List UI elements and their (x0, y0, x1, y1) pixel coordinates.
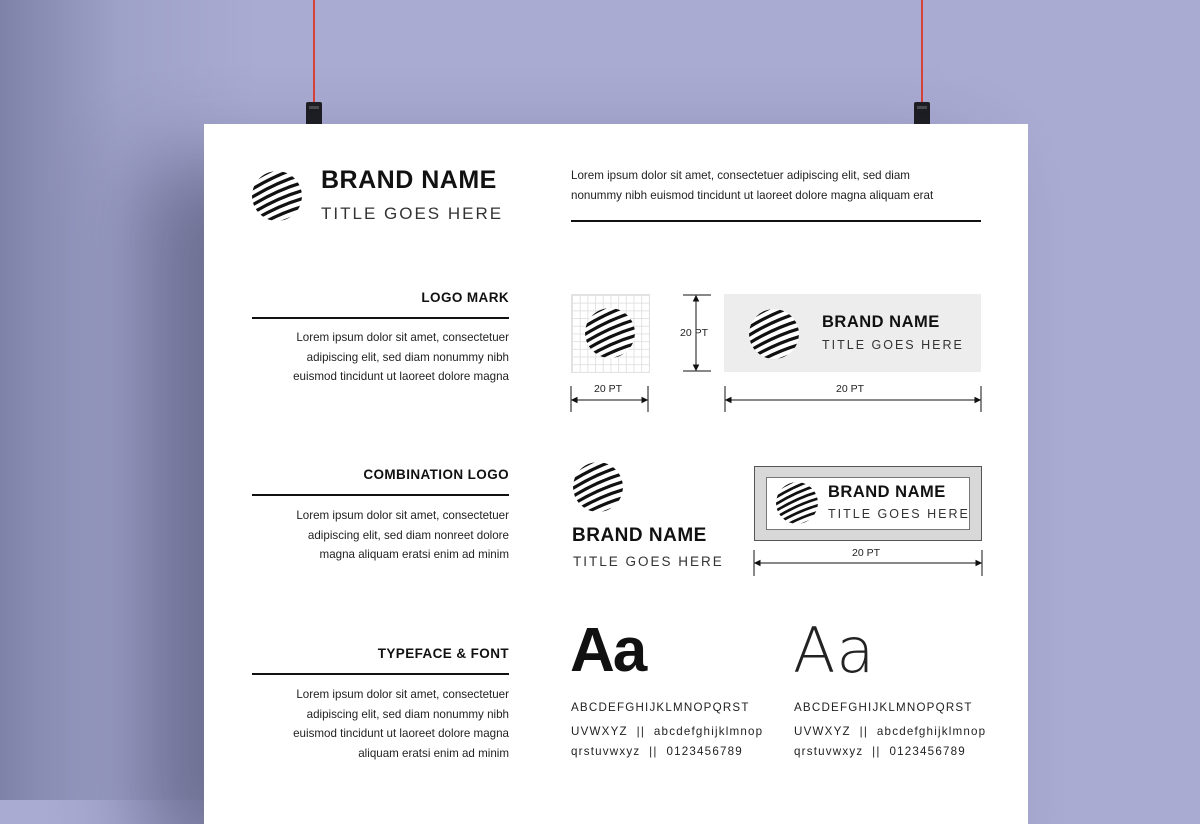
logo-mark-body-line: Lorem ipsum dolor sit amet, consectetuer (296, 331, 509, 344)
stacked-tagline: TITLE GOES HERE (573, 554, 724, 569)
stacked-brand-name: BRAND NAME (572, 525, 707, 546)
typeface-body-line: aliquam eratsi enim ad minim (358, 746, 509, 760)
header-intro-line-2: nonummy nibh euismod tincidunt ut laoreet dolore magna aliquam erat (571, 189, 934, 202)
hanging-string-right (921, 0, 923, 106)
header-brand-name: BRAND NAME (321, 166, 497, 194)
combination-logo-divider (252, 494, 509, 496)
sphere-logo-icon (776, 482, 818, 524)
bold-typeface-sample: Aa (570, 616, 646, 685)
boxed-tagline: TITLE GOES HERE (828, 507, 970, 521)
bold-alphabet-lower: UVWXYZ || abcdefghijklmnop (571, 725, 764, 738)
boxed-brand-name: BRAND NAME (828, 483, 946, 501)
logo-mark-divider (252, 317, 509, 319)
dim-label-width-small: 20 PT (594, 383, 623, 395)
dim-label-combination: 20 PT (852, 547, 881, 559)
typeface-body (252, 685, 509, 763)
light-typeface-sample (793, 616, 875, 686)
bold-alphabet-upper: ABCDEFGHIJKLMNOPQRST (571, 701, 750, 714)
combination-logo-heading: COMBINATION LOGO (363, 467, 509, 482)
typeface-body-line: euismod tincidunt ut laoreet dolore magna (293, 727, 509, 741)
logo-mark-body-line: adipiscing elit, sed diam nonummy nibh (306, 350, 509, 364)
typeface-body-line: adipiscing elit, sed diam nonummy nibh (306, 707, 509, 721)
hanging-string-left (313, 0, 315, 106)
combination-logo-body (252, 506, 509, 565)
typeface-divider (252, 673, 509, 675)
logo-mark-tagline: TITLE GOES HERE (822, 338, 964, 352)
bold-alphabet-digits: qrstuvwxyz || 0123456789 (571, 745, 743, 758)
dim-label-height: 20 PT (680, 327, 709, 339)
logo-mark-heading: LOGO MARK (421, 290, 509, 305)
combination-logo-body-line: adipiscing elit, sed diam nonreet dolore (307, 528, 509, 542)
dim-label-width-large: 20 PT (836, 383, 865, 395)
sphere-logo-icon (749, 309, 799, 359)
typeface-heading: TYPEFACE & FONT (377, 646, 509, 661)
header-divider (571, 220, 981, 222)
combination-logo-body-line: Lorem ipsum dolor sit amet, consectetuer (296, 509, 509, 522)
brand-guideline-sheet (204, 124, 1028, 824)
header-intro-line-1: Lorem ipsum dolor sit amet, consectetuer adipiscing elit, sed diam (571, 169, 910, 182)
light-alphabet-lower: UVWXYZ || abcdefghijklmnop (794, 725, 987, 738)
light-alphabet-digits: qrstuvwxyz || 0123456789 (794, 745, 966, 758)
logo-mark-body-line: euismod tincidunt ut laoreet dolore magna (293, 370, 509, 384)
logo-mark-brand-name: BRAND NAME (822, 313, 940, 331)
sphere-logo-icon (573, 462, 623, 512)
light-alphabet-upper: ABCDEFGHIJKLMNOPQRST (794, 701, 973, 714)
typeface-body-line: Lorem ipsum dolor sit amet, consectetuer (296, 688, 509, 701)
light-typeface-sample-text: Aa (793, 614, 876, 687)
header-tagline: TITLE GOES HERE (321, 204, 504, 223)
combination-logo-body-line: magna aliquam eratsi enim ad minim (319, 548, 509, 562)
logo-mark-body (252, 328, 509, 387)
sphere-logo-icon (252, 171, 302, 221)
